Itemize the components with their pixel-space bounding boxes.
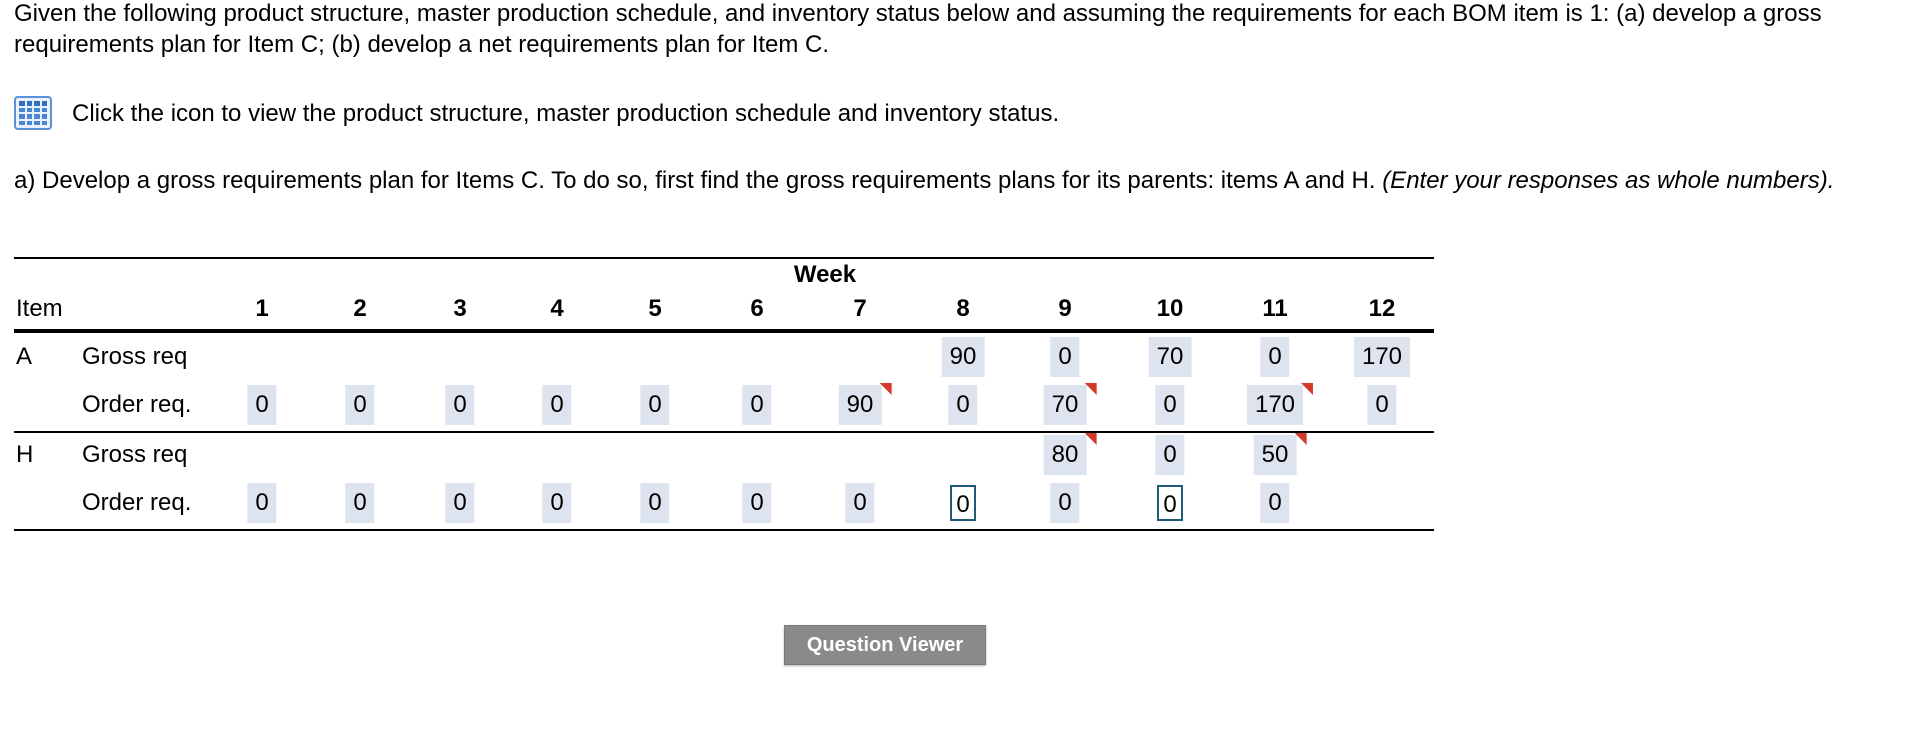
- table-grid-icon[interactable]: [14, 96, 52, 130]
- week-number: 10: [1156, 295, 1184, 322]
- item-header: Item: [16, 295, 63, 322]
- feedback-flag-icon: [1084, 433, 1096, 445]
- value-cell[interactable]: 90: [942, 337, 985, 377]
- value-cell[interactable]: 0: [1260, 483, 1289, 523]
- week-number: 6: [750, 295, 764, 322]
- row-label: Gross req: [82, 343, 188, 370]
- value-cell[interactable]: 0: [1050, 337, 1079, 377]
- week-number: 11: [1262, 295, 1288, 322]
- value-cell[interactable]: 0: [640, 385, 669, 425]
- table-bottom-rule: [14, 529, 1434, 531]
- product-info-row: [14, 95, 1059, 131]
- week-header: Week: [793, 261, 857, 288]
- value-cell[interactable]: 0: [1157, 485, 1183, 521]
- week-number: 9: [1058, 295, 1072, 322]
- value-cell[interactable]: 70: [1149, 337, 1192, 377]
- value-cell[interactable]: 170: [1247, 385, 1303, 425]
- icon-prompt-text: Click the icon to view the product structure, master production schedule and inventory status.: [72, 99, 1060, 127]
- value-cell[interactable]: 0: [1155, 385, 1184, 425]
- value-cell[interactable]: 70: [1044, 385, 1087, 425]
- value-cell[interactable]: 0: [742, 385, 771, 425]
- feedback-flag-icon: [1084, 383, 1096, 395]
- week-number: 7: [853, 295, 867, 322]
- question-viewer-button[interactable]: Question Viewer: [784, 625, 986, 665]
- value-cell[interactable]: 0: [345, 385, 374, 425]
- value-cell[interactable]: 0: [247, 385, 276, 425]
- week-number: 3: [453, 295, 467, 322]
- value-cell[interactable]: 0: [950, 485, 976, 521]
- value-cell[interactable]: 0: [1050, 483, 1079, 523]
- header-rule: [14, 329, 1434, 333]
- value-cell[interactable]: 0: [742, 483, 771, 523]
- row-label: Gross req: [82, 441, 188, 468]
- part-a-instruction: [14, 165, 1914, 196]
- item-code: H: [16, 441, 34, 468]
- week-number: 4: [550, 295, 564, 322]
- value-cell[interactable]: 0: [542, 483, 571, 523]
- value-cell[interactable]: 0: [1260, 337, 1289, 377]
- week-number: 2: [353, 295, 367, 322]
- value-cell[interactable]: 0: [948, 385, 977, 425]
- value-cell[interactable]: 0: [445, 385, 474, 425]
- instruction-text: a) Develop a gross requirements plan for Items C. To do so, first find the gross requirements plans for its parents: items A and H.: [14, 167, 1383, 194]
- value-cell[interactable]: 170: [1354, 337, 1410, 377]
- value-cell[interactable]: 0: [640, 483, 669, 523]
- value-cell[interactable]: 50: [1254, 435, 1297, 475]
- value-cell[interactable]: 90: [839, 385, 882, 425]
- value-cell[interactable]: 0: [1155, 435, 1184, 475]
- feedback-flag-icon: [879, 383, 891, 395]
- value-cell[interactable]: 0: [542, 385, 571, 425]
- table-top-rule: [14, 257, 1434, 259]
- value-cell[interactable]: 0: [247, 483, 276, 523]
- item-code: A: [16, 343, 33, 370]
- week-number: 8: [956, 295, 970, 322]
- requirements-table: [14, 257, 1434, 532]
- row-label: Order req.: [82, 391, 192, 418]
- feedback-flag-icon: [1301, 383, 1313, 395]
- feedback-flag-icon: [1294, 433, 1306, 445]
- row-label: Order req.: [82, 489, 192, 516]
- instruction-italic: (Enter your responses as whole numbers).: [1382, 167, 1835, 194]
- value-cell[interactable]: 0: [845, 483, 874, 523]
- group-divider: [14, 431, 1434, 433]
- value-cell[interactable]: 80: [1044, 435, 1087, 475]
- question-intro: Given the following product structure, master production schedule, and inventory status below and assuming the requirements for each BOM item is 1: (a) develop a gross requirements plan for Item C; (b) develop a net requirements plan for Item C.: [14, 0, 1822, 58]
- week-number: 5: [648, 295, 662, 322]
- week-number: 12: [1368, 295, 1396, 322]
- value-cell[interactable]: 0: [445, 483, 474, 523]
- value-cell[interactable]: 0: [345, 483, 374, 523]
- value-cell[interactable]: 0: [1367, 385, 1396, 425]
- week-number: 1: [255, 295, 269, 322]
